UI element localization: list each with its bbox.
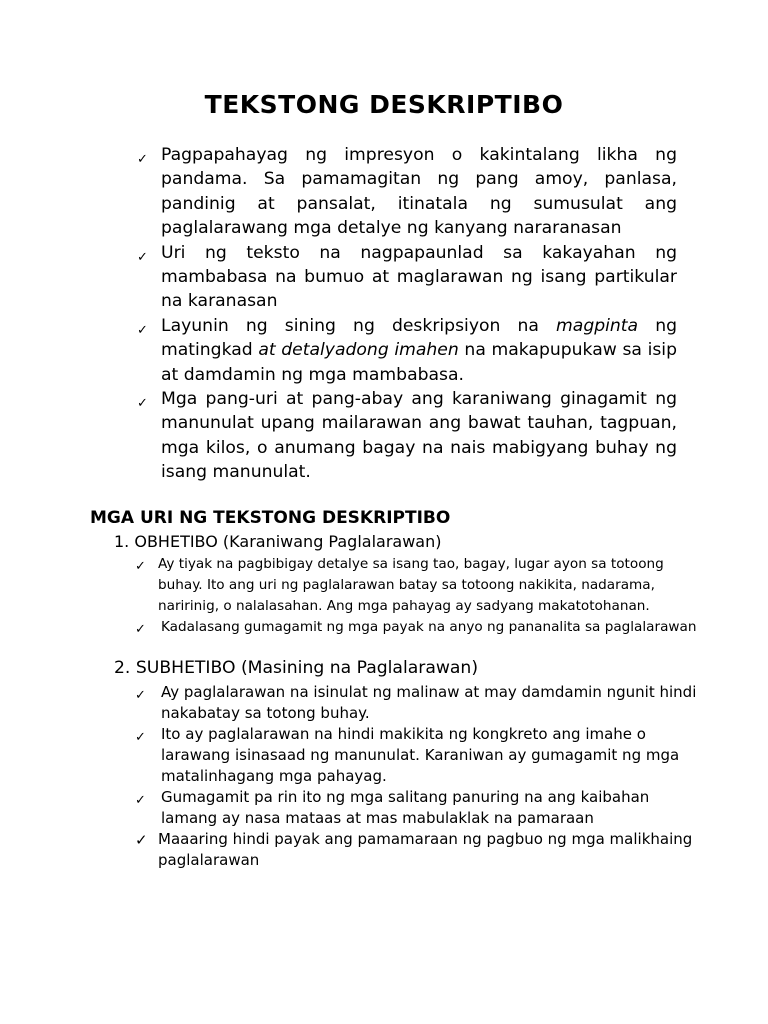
obhetibo-bullet — [135, 617, 705, 638]
checkmark-icon: ✓ — [135, 559, 146, 574]
checkmark-icon: ✓ — [135, 831, 148, 849]
intro-bullet-list — [137, 143, 677, 485]
subhetibo-bullet-text: Ay paglalarawan na isinulat ng malinaw at may damdamin ngunit hindi nakabatay sa totong buhay. — [161, 683, 697, 722]
subhetibo-bullet-list — [135, 682, 710, 871]
text-run: na makapupukaw sa isip at damdamin ng mga mambabasa. — [161, 340, 677, 385]
text-run: ng matingkad — [161, 315, 677, 361]
obhetibo-bullet — [135, 554, 705, 617]
intro-bullet-text: Mga pang-uri at pang-abay ang karaniwang ginagamit ng manunulat upang mailarawan ang bawat tauhan, tagpuan, mga kilos, o anumang bagay na nais mabigyang buhay ng isang manunulat. — [161, 389, 677, 483]
intro-bullet-text: Pagpapahayag ng impresyon o kakintalang likha ng pandama. Sa pamamagitan ng pang amoy, panlasa, pandinig at pansalat, itinatala ng sumusulat ang paglalarawang mga detalye ng kanyang nararanasan — [161, 145, 677, 239]
subhetibo-bullet — [135, 682, 710, 724]
type-heading-subhetibo: 2. SUBHETIBO (Masining na Paglalarawan) — [114, 658, 479, 678]
checkmark-icon: ✓ — [137, 396, 148, 412]
intro-bullet — [137, 387, 677, 485]
page-title: TEKSTONG DESKRIPTIBO — [204, 90, 564, 119]
subhetibo-bullet-text: Ito ay paglalarawan na hindi makikita ng kongkreto ang imahe o larawang isinasaad ng manunulat. Karaniwan ay gumagamit ng mga matalinhagang mga pahayag. — [161, 725, 680, 785]
intro-bullet — [137, 314, 677, 387]
checkmark-icon: ✓ — [137, 152, 148, 167]
checkmark-icon: ✓ — [135, 793, 146, 808]
intro-bullet — [137, 143, 677, 241]
checkmark-icon: ✓ — [135, 622, 146, 637]
subhetibo-bullet — [135, 787, 710, 829]
intro-bullet-text: Uri ng teksto na nagpapaunlad sa kakayahan ng mambabasa na bumuo at maglarawan ng isang partikular na karanasan — [161, 242, 677, 312]
checkmark-icon: ✓ — [135, 688, 146, 703]
subhetibo-bullet — [135, 724, 710, 787]
checkmark-icon: ✓ — [137, 322, 148, 338]
subhetibo-bullet-text: Maaaring hindi payak ang pamamaraan ng pagbuo ng mga malikhaing paglalarawan — [158, 830, 693, 869]
italic-text: at detalyadong imahen — [258, 340, 459, 361]
type-heading-obhetibo: 1. OBHETIBO (Karaniwang Paglalarawan) — [114, 532, 442, 551]
checkmark-icon: ✓ — [135, 730, 146, 745]
obhetibo-bullet-list — [135, 554, 705, 638]
intro-bullet-text — [161, 314, 677, 387]
obhetibo-bullet-text: Kadalasang gumagamit ng mga payak na anyo ng pananalita sa paglalarawan — [161, 619, 697, 635]
text-run: Layunin ng sining ng deskripsiyon na — [161, 315, 557, 336]
checkmark-icon: ✓ — [137, 249, 148, 265]
intro-bullet — [137, 241, 677, 314]
obhetibo-bullet-text: Ay tiyak na pagbibigay detalye sa isang tao, bagay, lugar ayon sa totoong buhay. Ito ang uri ng paglalarawan batay sa totoong nakikita, nadarama, naririnig, o nalalasahan. Ang mga pahayag ay sadyang makatotohanan. — [158, 556, 664, 614]
section-heading: MGA URI NG TEKSTONG DESKRIPTIBO — [90, 508, 451, 528]
italic-text: magpinta — [556, 315, 639, 336]
subhetibo-bullet — [135, 829, 710, 871]
subhetibo-bullet-text: Gumagamit pa rin ito ng mga salitang panuring na ang kaibahan lamang ay nasa mataas at mas mabulaklak na pamaraan — [161, 788, 650, 827]
